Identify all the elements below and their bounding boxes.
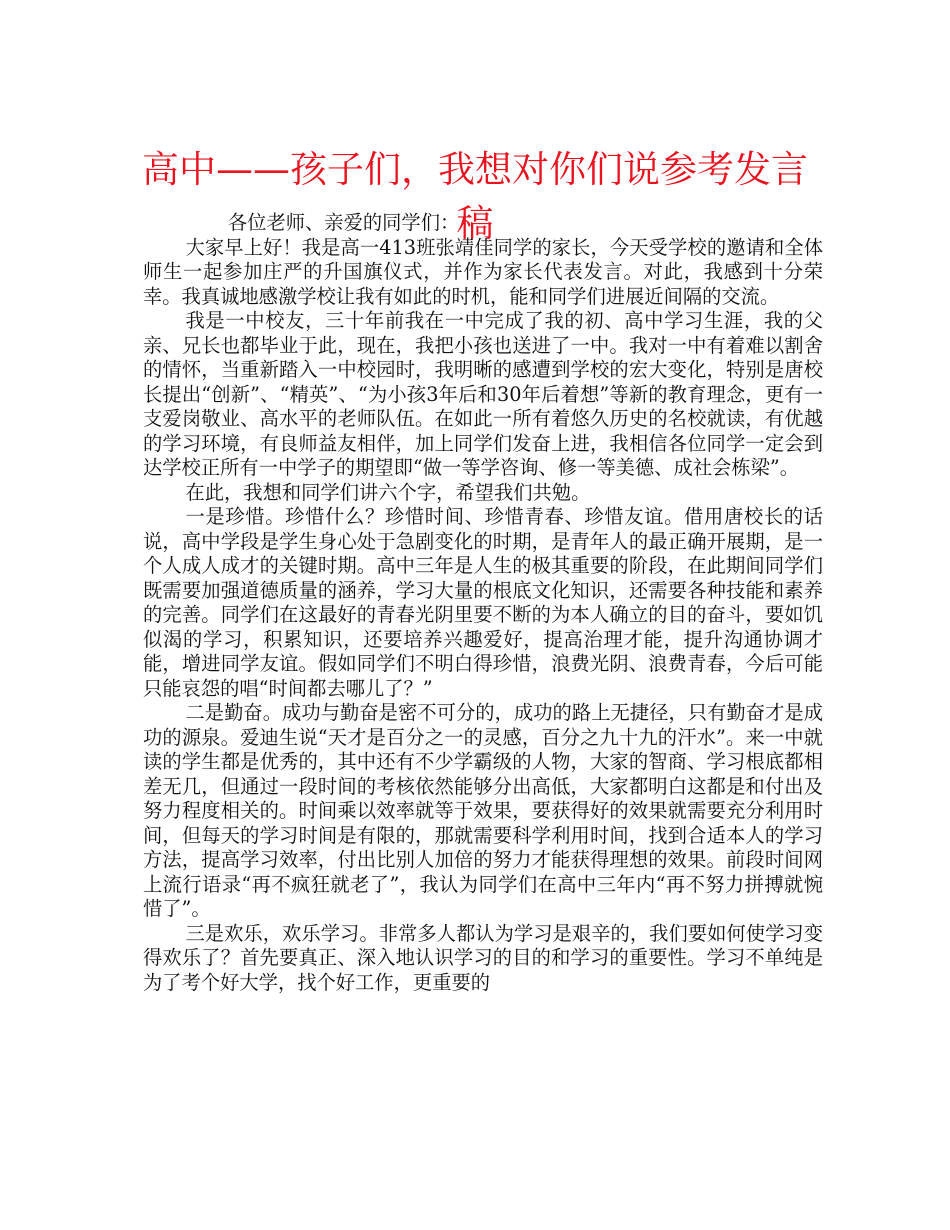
happiness-paragraph: 三是欢乐，欢乐学习。非常多人都认为学习是艰辛的，我们要如何使学习变得欢乐了？首先要真正、深入地认识学习的目的和学习的重要性。学习不单纯是为了考个好大学，找个好工作，更重要的 [143,921,823,994]
document-body [143,211,823,995]
document-title: 高中——孩子们，我想对你们说参考发言稿 [142,147,808,245]
greeting-paragraph: 大家早上好！我是高一413班张靖佳同学的家长，今天受学校的邀请和全体师生一起参加庄严的升国旗仪式，并作为家长代表发言。对此，我感到十分荣幸。我真诚地感激学校让我有如此的时机，能和同学们进展近间隔的交流。 [143,235,823,308]
six-words-paragraph: 在此，我想和同学们讲六个字，希望我们共勉。 [185,480,591,504]
alumni-paragraph: 我是一中校友，三十年前我在一中完成了我的初、高中学习生涯，我的父亲、兄长也都毕业于此，现在，我把小孩也送进了一中。我对一中有着难以割舍的情怀，当重新踏入一中校园时，我明晰的感遭到学校的宏大变化，特别是唐校长提出“创新”、“精英”、“为小孩3年后和30年后着想”等新的教育理念，更有一支爱岗敬业、高水平的老师队伍。在如此一所有着悠久历史的名校就读，有优越的学习环境，有良师益友相伴，加上同学们发奋上进，我相信各位同学一定会到达学校正所有一中学子的期望即“做一等学咨询、修一等美德、成社会栋梁”。 [143,309,823,479]
salutation-paragraph: 各位老师、亲爱的同学们： [227,211,460,234]
diligence-paragraph: 二是勤奋。成功与勤奋是密不可分的，成功的路上无捷径，只有勤奋才是成功的源泉。爱迪生说“天才是百分之一的灵感，百分之九十九的汗水”。来一中就读的学生都是优秀的，其中还有不少学霸级的人物，大家的智商、学习根底都相差无几，但通过一段时间的考核依然能够分出高低，大家都明白这都是和付出及努力程度相关的。时间乘以效率就等于效果，要获得好的效果就需要充分利用时间，但每天的学习时间是有限的，那就需要科学利用时间，找到合适本人的学习方法，提高学习效率，付出比别人加倍的努力才能获得理想的效果。前段时间网上流行语录“再不疯狂就老了”，我认为同学们在高中三年内“再不努力拼搏就惋惜了”。 [143,701,823,920]
cherish-paragraph: 一是珍惜。珍惜什么？珍惜时间、珍惜青春、珍惜友谊。借用唐校长的话说，高中学段是学生身心处于急剧变化的时期，是青年人的最正确开展期，是一个人成人成才的关键时期。高中三年是人生的极其重要的阶段，在此期间同学们既需要加强道德质量的涵养，学习大量的根底文化知识，还需要各种技能和素养的完善。同学们在这最好的青春光阴里要不断的为本人确立的目的奋斗，要如饥似渴的学习，积累知识，还要培养兴趣爱好，提高治理才能，提升沟通协调才能，增进同学友谊。假如同学们不明白得珍惜，浪费光阴、浪费青春，今后可能只能哀怨的唱“时间都去哪儿了？” [143,505,823,700]
